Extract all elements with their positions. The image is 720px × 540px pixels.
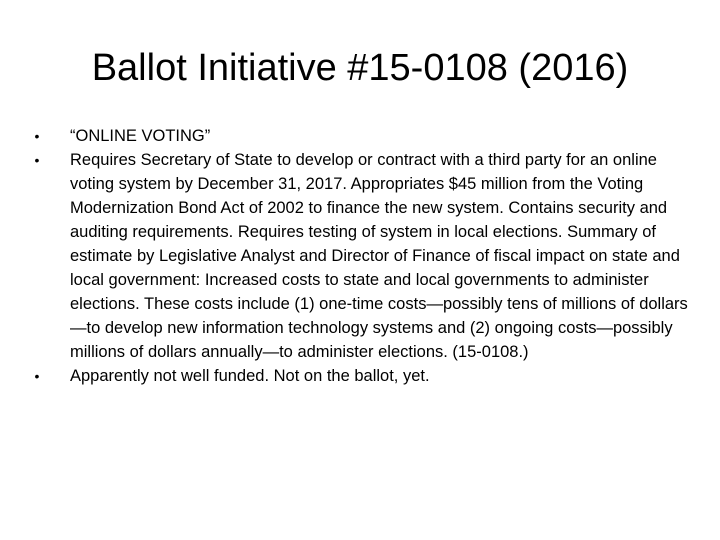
slide-title: Ballot Initiative #15-0108 (2016): [91, 47, 629, 89]
bullet-dot-icon: •: [34, 152, 40, 168]
bullet-text: Requires Secretary of State to develop or contract with a third party for an online voting system by December 31, 2017. Appropriates $45 million from the Voting Modernization Bond Act of 2002 to finance the new system. Contains security and auditing requirements. Requires testing of system in local elections. Summary of estimate by Legislative Analyst and Director of Finance of fiscal impact on state and local government: Increased costs to state and local governments to administer elections. These costs include (1) one-time costs—possibly tens of millions of dollars —to develop new information technology systems and (2) ongoing costs—possibly millions of dollars annually—to administer elections. (15-0108.): [70, 151, 688, 361]
bullet-item-online-voting: [30, 124, 692, 148]
bullet-dot-icon: •: [34, 368, 40, 384]
bullet-dot-icon: •: [34, 128, 40, 144]
bullet-item-summary: [30, 148, 692, 364]
bullet-list: [30, 124, 692, 388]
bullet-item-status: [30, 364, 692, 388]
bullet-text: Apparently not well funded. Not on the ballot, yet.: [70, 367, 430, 385]
bullet-text: “ONLINE VOTING”: [70, 127, 211, 145]
